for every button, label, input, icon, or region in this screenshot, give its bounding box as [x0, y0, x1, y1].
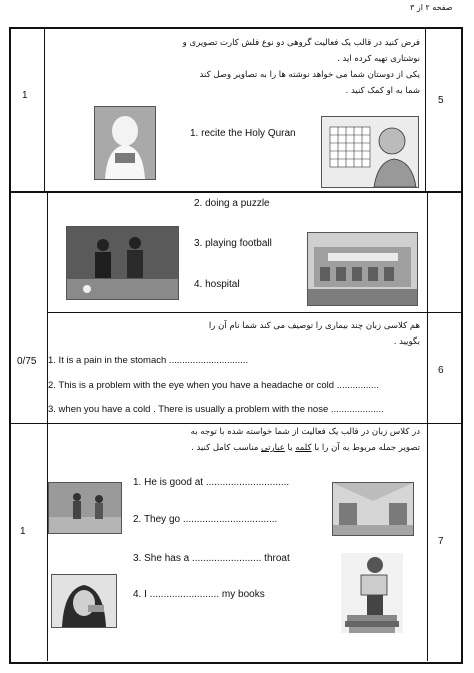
shopping-mall-photo [332, 482, 414, 536]
score-column-divider [47, 191, 48, 661]
row-divider [11, 191, 461, 193]
item-text: 3. She has a ......................... throat [133, 553, 290, 564]
question-score: 0/75 [17, 356, 37, 367]
sick-girl-photo [51, 574, 117, 628]
score-column-divider [44, 29, 45, 191]
quran-recitation-photo [94, 106, 156, 180]
item-text: 2. This is a problem with the eye when you have a headache or cold ................ [48, 380, 379, 391]
item-text: 1. He is good at .............................. [133, 477, 290, 488]
crossword-puzzle-illustration [321, 116, 419, 188]
row-divider [47, 312, 461, 313]
boy-reading-illustration [341, 553, 403, 633]
page-number: صفحه ۲ از ۳ [410, 3, 453, 12]
hospital-building-photo [307, 232, 418, 306]
number-column-divider [427, 191, 428, 661]
item-text: 4. I ......................... my books [133, 589, 265, 600]
people-outdoors-photo [48, 482, 122, 534]
question-number: 5 [438, 95, 444, 106]
question-instruction: در کلاس زبان در قالب یک فعالیت از شما خواسته شده با توجه به تصویر جمله مربوط به آن را با کلمه یا عبارتی مناسب کامل کنید . [190, 427, 420, 453]
number-column-divider [425, 29, 426, 191]
question-number: 7 [438, 536, 444, 547]
item-text: 2. doing a puzzle [194, 198, 270, 209]
question-instruction: فرض کنید در قالب یک فعالیت گروهی دو نوع فلش کارت تصویری و نوشتاری تهیه کرده اید . یکی از دوستان شما می خواهد نوشته ها را به تصاویر وصل کند شما به او کمک کنید . [182, 38, 420, 96]
item-text: 1. recite the Holy Quran [190, 128, 296, 139]
underlined-word: کلمه [295, 443, 312, 453]
underlined-word: عبارتی [261, 443, 285, 453]
football-players-photo [66, 226, 179, 300]
item-text: 3. when you have a cold . There is usually a problem with the nose .................... [48, 404, 384, 415]
question-score: 1 [22, 90, 28, 101]
item-text: 2. They go .................................. [133, 514, 278, 525]
question-score: 1 [20, 526, 26, 537]
item-text: 1. It is a pain in the stomach .............................. [48, 355, 249, 366]
question-number: 6 [438, 365, 444, 376]
question-instruction: هم کلاسی زبان چند بیماری را توصیف می کند شما نام آن را بگویید . [208, 321, 420, 347]
item-text: 4. hospital [194, 279, 240, 290]
item-text: 3. playing football [194, 238, 272, 249]
